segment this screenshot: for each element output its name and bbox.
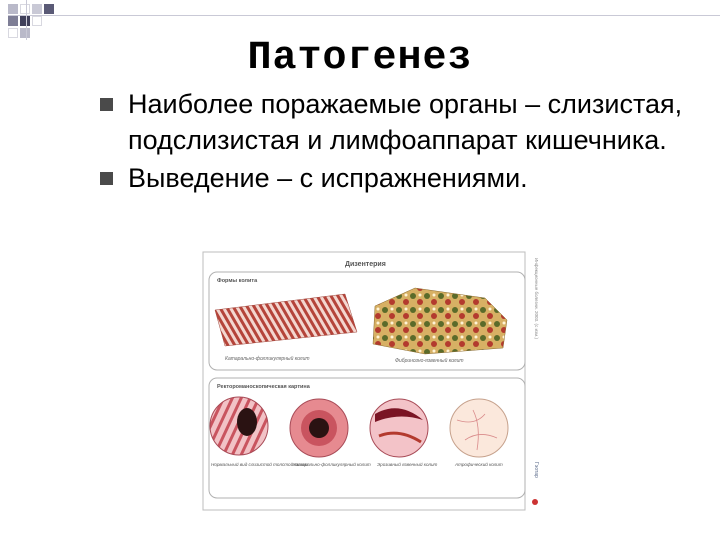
decor-square bbox=[8, 4, 18, 14]
decor-square bbox=[20, 4, 30, 14]
endo-caption-catarrhal: Катаральнo-фолликулярный колит bbox=[293, 462, 371, 467]
endo-caption-erosive: Эрозивный язвенный колит bbox=[377, 462, 438, 467]
decor-line bbox=[26, 0, 27, 40]
figure-header: Дизентерия bbox=[345, 261, 386, 268]
square-bullet-icon bbox=[100, 98, 113, 111]
decor-square bbox=[20, 16, 30, 26]
decor-line bbox=[8, 15, 720, 16]
decor-square bbox=[32, 16, 42, 26]
caption-fibrinous: Фибринозно-язвенный колит bbox=[395, 358, 464, 364]
endoscopy-atrophic bbox=[450, 399, 508, 457]
caption-catarrhal: Катарально-фолликулярный колит bbox=[225, 356, 310, 362]
endoscopy-erosive bbox=[370, 399, 428, 457]
slide-title: Патогенез bbox=[247, 36, 473, 81]
bullet-text: Выведение – с испражнениями. bbox=[128, 163, 528, 193]
figure-side-text: Инфекционные болезни. 2003. (с изм.) bbox=[534, 258, 539, 339]
bullet-list bbox=[96, 86, 696, 196]
section1-title: Формы колита bbox=[217, 278, 258, 284]
decor-square bbox=[32, 4, 42, 14]
endo-caption-normal: Нормальный вид слизистой толстой кишки bbox=[211, 462, 308, 467]
square-bullet-icon bbox=[100, 172, 113, 185]
decor-square bbox=[44, 4, 54, 14]
publisher-mark-icon bbox=[532, 499, 538, 505]
publisher-logo: Гэотар bbox=[533, 462, 539, 478]
endoscopy-lumen bbox=[237, 408, 257, 436]
bullet-item bbox=[96, 160, 696, 196]
section2-title: Ректороманоскопическая картина bbox=[217, 384, 310, 390]
decor-square bbox=[8, 16, 18, 26]
endo-caption-atrophic: Атрофический колит bbox=[455, 462, 503, 467]
dysentery-illustration bbox=[185, 250, 545, 512]
bullet-item bbox=[96, 86, 696, 158]
bullet-text: Наиболее поражаемые органы – слизистая, подслизистая и лимфоаппарат кишечника. bbox=[128, 89, 683, 155]
